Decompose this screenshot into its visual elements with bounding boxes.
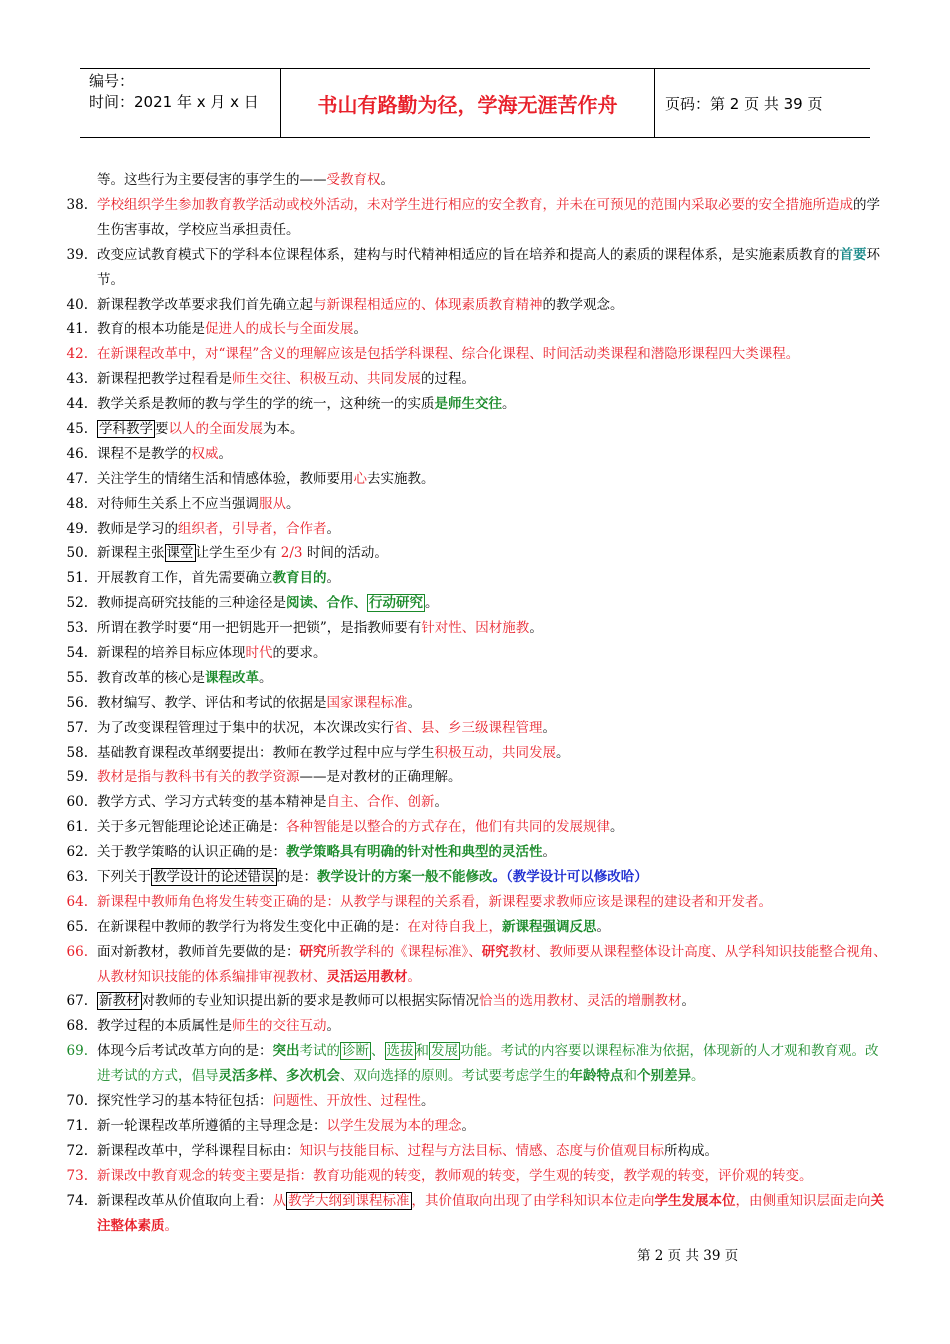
list-item: 51. 开展教育工作，首先需要确立教育目的。 [66,570,340,587]
list-item: 49. 教师是学习的组织者，引导者，合作者。 [66,520,340,537]
list-item: 71. 新一轮课程改革所遵循的主导理念是：以学生发展为本的理念。 [66,1117,475,1134]
list-item: 55. 教育改革的核心是课程改革。 [66,669,273,686]
list-item: 64. 新课程中教师角色将发生转变正确的是：从教学与课程的关系看，新课程要求教师应该是课程的建设者和开发者。 [66,893,772,910]
list-item: 47. 关注学生的情绪生活和情感体验，教师要用心去实施教。 [66,470,435,487]
list-item: 43. 新课程把教学过程看是师生交往、积极互动、共同发展的过程。 [66,371,475,388]
list-item: 70. 探究性学习的基本特征包括：问题性、开放性、过程性。 [66,1093,435,1110]
list-item: 50. 新课程主张 课堂 让学生至少有 2/3 时间的活动。 [66,545,388,562]
page-header [80,68,870,138]
header-meta [80,69,281,137]
list-item: 48. 对待师生关系上不应当强调服从。 [66,495,300,512]
list-item: 65. 在新课程中教师的教学行为将发生变化中正确的是：在对待自我上，新课程强调反思。 [66,918,610,935]
list-item: 66. 面对新教材，教师首先要做的是：研究所教学科的《课程标准》、研究教材、教师要从课程整体设计高度、从学科知识技能整合视角、从教材知识技能的体系编排审视教材、灵活运用教材。 [66,943,887,985]
list-item: 58. 基础教育课程改革纲要提出：教师在教学过程中应与学生积极互动，共同发展。 [66,744,570,761]
list-item: 41. 教育的根本功能是促进人的成长与全面发展。 [66,321,367,338]
list-item: 68. 教学过程的本质属性是师生的交往互动。 [66,1018,340,1035]
list-item: 59. 教材是指与教科书有关的教学资源——是对教材的正确理解。 [66,769,462,786]
time-label: 时间：2021 年 x 月 x 日 [89,93,259,111]
list-item: 61. 关于多元智能理论论述正确是：各种智能是以整合的方式存在，他们有共同的发展规律。 [66,819,624,836]
list-item: 53. 所谓在教学时要“用一把钥匙开一把锁”，是指教师要有针对性、因材施教。 [66,620,543,637]
list-item: 56. 教材编写、教学、评估和考试的依据是国家课程标准。 [66,694,421,711]
list-item: 69. 体现今后考试改革方向的是：突出考试的 诊断 、 选拔 和 发展 功能。考试的内容要以课程标准为依据，体现新的人才观和教育观。改进考试的方式，倡导灵活多样、多次机会、双向选择的原则。考试要考虑学生的年龄特点和个别差异。 [66,1043,879,1085]
code-label: 编号： [89,72,135,90]
list-item: 62. 关于教学策略的认识正确的是：教学策略具有明确的针对性和典型的灵活性。 [66,844,556,861]
document-body [60,168,890,1238]
list-item: 45. 学科教学 要以人的全面发展为本。 [66,420,304,437]
list-item: 72. 新课程改革中，学科课程目标由：知识与技能目标、过程与方法目标、情感、态度与价值观目标所构成。 [66,1142,718,1159]
list-item: 40. 新课程教学改革要求我们首先确立起与新课程相适应的、体现素质教育精神的教学观念。 [66,296,624,313]
list-item: 44. 教学关系是教师的教与学生的学的统一，这种统一的实质是师生交往。 [66,396,516,413]
list-item: 67. 新教材 对教师的专业知识提出新的要求是教师可以根据实际情况恰当的选用教材、灵活的增删教材。 [66,993,695,1010]
list-item: 46. 课程不是教学的权威。 [66,445,232,462]
list-item: 74. 新课程改革从价值取向上看：从 教学大纲到课程标准 ，其价值取向出现了由学科知识本位走向学生发展本位，由侧重知识层面走向关注整体素质。 [66,1192,884,1234]
list-item: 39. 改变应试教育模式下的学科本位课程体系，建构与时代精神相适应的旨在培养和提高人的素质的课程体系，是实施素质教育的首要环节。 [66,246,880,288]
list-item: 38. 学校组织学生参加教育教学活动或校外活动，未对学生进行相应的安全教育，并未在可预见的范围内采取必要的安全措施所造成的学生伤害事故，学校应当承担责任。 [66,196,880,238]
list-item: 等。这些行为主要侵害的事学生的——受教育权。 [97,172,394,188]
list-item: 52. 教师提高研究技能的三种途径是阅读、合作、 行动研究 。 [66,595,439,612]
list-item: 57. 为了改变课程管理过于集中的状况，本次课改实行省、县、乡三级课程管理。 [66,719,556,736]
list-item: 60. 教学方式、学习方式转变的基本精神是自主、合作、创新。 [66,794,448,811]
list-item: 54. 新课程的培养目标应体现时代的要求。 [66,644,327,661]
header-motto: 书山有路勤为径，学海无涯苦作舟 [281,69,655,137]
header-page-info: 页码：第 2 页 共 39 页 [665,94,823,113]
list-item: 42. 在新课程改革中，对“课程”含义的理解应该是包括学科课程、综合化课程、时间活动类课程和潜隐形课程四大类课程。 [66,346,800,363]
list-item: 63. 下列关于 教学设计的论述错误 的是：教学设计的方案一般不能修改。（教学设计可以修改哈） [66,869,648,885]
list-item: 73. 新课改中教育观念的转变主要是指：教育功能观的转变，教师观的转变，学生观的转变，教学观的转变，评价观的转变。 [66,1167,813,1184]
page-footer: 第 2 页 共 39 页 [637,1248,739,1264]
